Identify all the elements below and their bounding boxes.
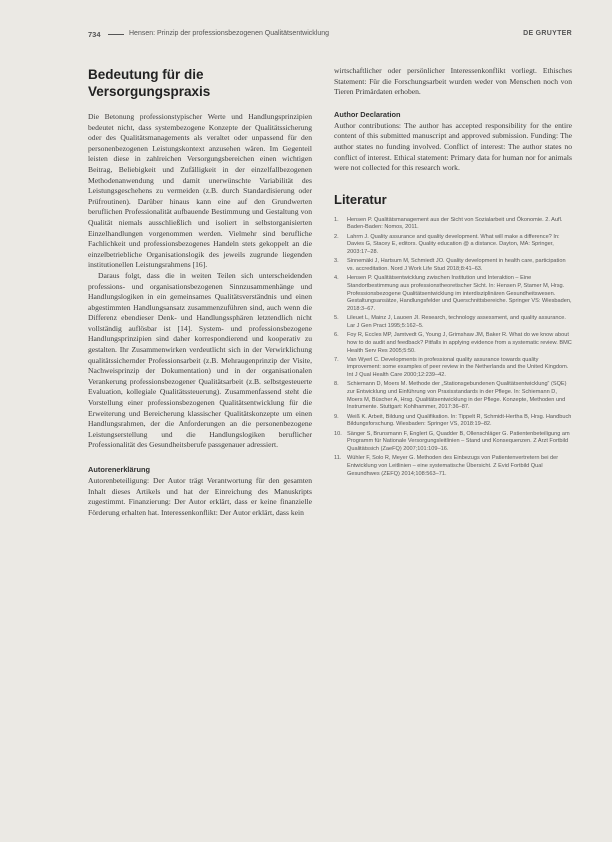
author-declaration-heading: Author Declaration: [334, 109, 401, 119]
reference-number: 5.: [334, 315, 339, 322]
reference-number: 4.: [334, 275, 339, 282]
reference-number: 6.: [334, 332, 339, 339]
author-statement-heading: Autorenerklärung: [88, 465, 151, 474]
page-number: 734: [88, 30, 101, 39]
section-title: [88, 66, 312, 100]
right-column: [334, 66, 572, 480]
reference-item: [334, 381, 572, 412]
publisher-name: DE GRUYTER: [523, 30, 572, 37]
reference-item: [334, 234, 572, 257]
author-statement-text: Autorenbeteiligung: Der Autor trägt Verantwortung für den gesamten Inhalt dieses Artikels und hat der Einreichung des Manuskripts zugestimmt. Finanzierung: Der Autor erklärt, dass er keine finanzielle Förderung erhalten hat. Interessenkonflikt: Der Autor erklärt, dass kein: [88, 476, 312, 517]
reference-item: [334, 275, 572, 314]
reference-text: Van Wyerl C. Developments in professional quality assurance towards quality improvement: some examples of peer review in the Netherlands and the United Kingdom. Int J Qual Health Care 2000;12:239–42.: [347, 356, 569, 379]
reference-item: [334, 332, 572, 355]
reference-text: Hensen P. Qualitätsmanagement aus der Sicht von Sozialarbeit und Ökonomie. 2. Aufl. Baden-Baden: Nomos, 2011.: [347, 216, 563, 231]
reference-text: Foy R, Eccles MP, Jamtvedt G, Young J, Grimshaw JM, Baker R. What do we know about how to do audit and feedback? Pitfalls in applying evidence from a systematic review. BMC Health Serv Res 2005;5:50.: [347, 332, 572, 354]
reference-item: [334, 315, 572, 330]
author-statement-continuation: wirtschaftlicher oder persönlicher Interessenkonflikt vorliegt. Ethisches Statement: Für die Forschungsarbeit wurden weder von Menschen noch von Tieren Primärdaten erhoben.: [334, 66, 572, 97]
section-title-line1: Bedeutung für die: [88, 67, 204, 82]
reference-text: Schiemann D, Moers M. Methode der „Stationsgebundenen Qualitätsentwicklung“ (SQE) zur Entwicklung und Einführung von Praxisstandards in der Pflege. In: Schiemann D, Moers M, Büscher A, Hrsg. Qualitätsentwicklung in der Pflege. Konzepte, Methoden und Instrumente. Stuttgart: Kohlhammer, 2017:36–87.: [347, 381, 567, 411]
literature-heading: Literatur: [334, 191, 387, 207]
reference-number: 9.: [334, 413, 339, 420]
reference-text: Lileuet L, Mainz J, Lauoen JI. Research, technology assessment, and quality assurance. Lar J Gen Pract 1995;5:162–5.: [347, 315, 566, 329]
reference-number: 10.: [334, 430, 342, 437]
reference-item: [334, 431, 572, 454]
reference-text: Wühler F, Solo R, Meyer G. Methoden des Einbezugs von Patientenvertretern bei der Entwicklung von Leitlinien – eine systematische Übersicht. Z Evid Fortbild Qual Gesundhwes (ZEFQ) 2014;108:563–71.: [347, 455, 559, 477]
reference-item: [334, 258, 572, 273]
reference-number: 7.: [334, 356, 339, 363]
reference-number: 1.: [334, 216, 339, 223]
reference-text: Sinnemäki J, Hartsum M, Schmiedt JO. Quality development in health care, participation vs. accreditation. Nord J Work Life Stud 2018;8:41–63.: [347, 258, 566, 272]
reference-text: Sänger S, Brunsmann F, Englert G, Quadder B, Ollenschläger G. Patientenbeteiligung am Programm für Nationale Versorgungsleitlinien – Stand und Konsequenzen. Z Arzt Fortbild Qualitätssich (ZaeFQ) 2007;101:109–16.: [347, 430, 570, 452]
page-header: [88, 30, 572, 42]
reference-text: Weiß K. Arbeit, Bildung und Qualifikation. In: Tippelt R, Schmidt-Hertha B, Hrsg. Handbuch Bildungsforschung. Wiesbaden: Springer VS, 2018:19–82.: [347, 413, 572, 428]
reference-number: 3.: [334, 258, 339, 265]
author-declaration-text: Author contributions: The author has accepted responsibility for the entire content of this submitted manuscript and approved submission. Funding: The author states no funding involved. Conflict of interest: The author states no conflict of interest. Ethical statement: Primary data for human nor for animals were not collected for this research work.: [334, 120, 572, 173]
reference-list: [334, 217, 572, 479]
body-paragraph: Die Betonung professionstypischer Werte und Handlungsprinzipien bedeutet nicht, dass systembezogene Konzepte der Qualitätssicherung oder des Qualitätsmanagements als veraltet oder unpassend für den personenbezogenen Leistungskontext anzusehen wären. Im Gegenteil leisten diese in zahlreichen Versorgungsbereichen einen wichtigen Beitrag, Beliebigkeit und Zufälligkeit in der einzelfallbezogenen Methodenanwendung und damit unerwünschte Variabilität des Leistungsgeschehens zu vermeiden (z.B. durch Standardisierung oder Prüfroutinen). Darüber hinaus kann eine auf den Grundwerten beruflichen Professionalität aufbauende Bestimmung und Gestaltung von Qualität niemals ausschließlich und isoliert in selbstorganisierten Einzelhandlungen vorgenommen werden. Vielmehr sind berufliche Fachlichkeit und professionsbezogenes Handeln stets gekoppelt an die einzelbetriebliche Organisationslogik des jeweils zugrunde liegenden institutionellen Leistungsrahmens [16].: [88, 112, 312, 270]
reference-text: Hensen P. Qualitätsentwicklung zwischen Institution und Interaktion – Eine Standortbestimmung aus professionstheoretischer Sicht. In: Hensen P, Stamer M, Hrsg. Professionsbezogene Qualitätsentwicklung im interdisziplinären Gesundheitswesen. Gestaltungsansätze, Handlungsfelder und Querschnittsbereiche. Springer VS: Wiesbaden, 2018:3–67.: [347, 275, 572, 312]
header-rule: [108, 34, 124, 35]
reference-item: [334, 217, 572, 232]
reference-text: Lahrm J. Quality assurance and quality development. What will make a difference? In: Davies G, Stacey E, editors. Quality education @ a distance. Dayton, MA: Springer, 2003:17–28.: [347, 233, 560, 256]
body-paragraph: Daraus folgt, dass die in weiten Teilen sich unterscheidenden professions- und organisationsbezogenen Sinnzusammenhänge und Handlungslogiken in ein gemeinsames Qualitätsverständnis und einen abgestimmten Handlungsansatz zusammenzuführen sind, auch wenn die Differenz ebendieser Denk- und Handlungssphären letztendlich nicht vollständig auflösbar ist [14]. System- und professionsbezogene Handlungsprinzipien sind daher korrespondierend und kooperativ zu gestalten. Ihr Zusammenwirken verdeutlicht sich in der Verwirklichung qualitätssichernder Professionsarbeit (z.B. Mehraugenprinzip der Visite, Nachweisprinzip der Dokumentation) und in der organisationalen Verankerung professionsbezogener Qualitätsarbeit (z.B. selbstgesteuerte Evaluation, kollegiale Qualitätssteuerung). Zusammenfassend steht die Vorstellung einer professionsbezogenen Qualitätsentwicklung für die Erweiterung und Bereicherung klassischer Qualitätskonzepte um einen Handlungsrahmen, der die Anforderungen an die personenbezogene Leistungserstellung und die Handlungslogiken beruflicher Professionalität des Gesundheitsberufe passgenauer adressiert.: [88, 270, 312, 450]
reference-item: [334, 455, 572, 478]
section-title-line2: Versorgungspraxis: [88, 84, 211, 99]
reference-number: 11.: [334, 455, 342, 462]
reference-item: [334, 357, 572, 380]
running-title: Hensen: Prinzip der professionsbezogenen Qualitätsentwicklung: [129, 30, 330, 37]
left-column: [88, 66, 312, 518]
reference-number: 8.: [334, 381, 339, 388]
reference-item: [334, 414, 572, 429]
reference-number: 2.: [334, 233, 339, 240]
